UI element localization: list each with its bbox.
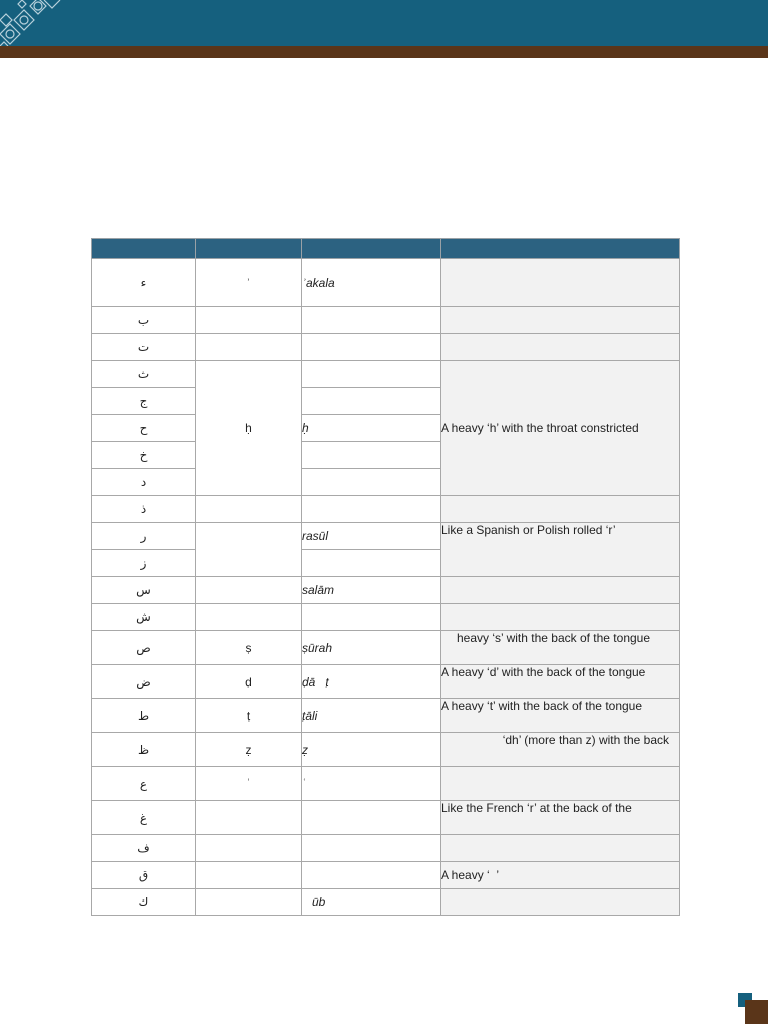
- transliteration-cell: [196, 523, 302, 577]
- letter-cell: ث: [92, 361, 196, 388]
- letter-cell: خ: [92, 442, 196, 469]
- table-row: [92, 577, 680, 604]
- example-cell: [302, 496, 441, 523]
- example-cell: ṣūrah: [302, 631, 441, 665]
- example-cell: ʿ: [302, 767, 441, 801]
- pronunciation-cell: [441, 604, 680, 631]
- pronunciation-cell: [441, 767, 680, 801]
- example-cell: ʾakala: [302, 259, 441, 307]
- example-cell: ūb: [302, 889, 441, 916]
- example-cell: [302, 835, 441, 862]
- table-row: [92, 801, 680, 835]
- header-letter: [92, 239, 196, 259]
- example-cell: [302, 550, 441, 577]
- letter-cell: ص: [92, 631, 196, 665]
- table-row: [92, 523, 680, 550]
- letter-cell: ء: [92, 259, 196, 307]
- example-cell: [302, 334, 441, 361]
- pronunciation-cell: A heavy ‘t’ with the back of the tongue: [441, 699, 680, 733]
- letter-cell: ب: [92, 307, 196, 334]
- example-cell: ḥ: [302, 415, 441, 442]
- example-cell: [302, 442, 441, 469]
- letter-cell: غ: [92, 801, 196, 835]
- letter-cell: ك: [92, 889, 196, 916]
- example-cell: [302, 604, 441, 631]
- transliteration-cell: [196, 801, 302, 835]
- transliteration-cell: [196, 577, 302, 604]
- letter-cell: ج: [92, 388, 196, 415]
- header-pronunciation: [441, 239, 680, 259]
- table-row: [92, 259, 680, 307]
- pronunciation-cell: Like a Spanish or Polish rolled ‘r’: [441, 523, 680, 577]
- pronunciation-cell: heavy ‘s’ with the back of the tongue: [441, 631, 680, 665]
- table-row: [92, 604, 680, 631]
- transliteration-cell: ṭ: [196, 699, 302, 733]
- transliteration-table: [91, 238, 680, 916]
- example-cell: [302, 307, 441, 334]
- example-cell: [302, 388, 441, 415]
- example-cell: [302, 862, 441, 889]
- table-row: [92, 496, 680, 523]
- pronunciation-cell: A heavy ‘ ’: [441, 862, 680, 889]
- transliteration-cell: [196, 307, 302, 334]
- transliteration-cell: ḍ: [196, 665, 302, 699]
- pronunciation-cell: [441, 835, 680, 862]
- pronunciation-cell: Like the French ‘r’ at the back of the: [441, 801, 680, 835]
- transliteration-cell: [196, 889, 302, 916]
- letter-cell: س: [92, 577, 196, 604]
- letter-cell: ق: [92, 862, 196, 889]
- letter-cell: ض: [92, 665, 196, 699]
- letter-cell: ت: [92, 334, 196, 361]
- table-row: [92, 361, 680, 388]
- letter-cell: ز: [92, 550, 196, 577]
- table-row: [92, 733, 680, 767]
- letter-cell: ح: [92, 415, 196, 442]
- transliteration-cell: ḥ: [196, 361, 302, 496]
- header-example: [302, 239, 441, 259]
- letter-cell: ذ: [92, 496, 196, 523]
- example-cell: ẓ: [302, 733, 441, 767]
- example-cell: [302, 469, 441, 496]
- letter-cell: ف: [92, 835, 196, 862]
- example-cell: rasūl: [302, 523, 441, 550]
- transliteration-cell: ẓ: [196, 733, 302, 767]
- table-row: [92, 665, 680, 699]
- table-row: [92, 862, 680, 889]
- ornament-pattern-icon: [0, 0, 80, 46]
- table-row: [92, 307, 680, 334]
- example-cell: [302, 801, 441, 835]
- example-cell: ḍā ṭ: [302, 665, 441, 699]
- letter-cell: ظ: [92, 733, 196, 767]
- example-cell: [302, 361, 441, 388]
- pronunciation-cell: A heavy ‘h’ with the throat constricted: [441, 361, 680, 496]
- transliteration-cell: [196, 604, 302, 631]
- footer-square-brown: [745, 1000, 768, 1024]
- table-row: [92, 631, 680, 665]
- letter-cell: ع: [92, 767, 196, 801]
- example-cell: salām: [302, 577, 441, 604]
- letter-cell: د: [92, 469, 196, 496]
- letter-cell: ر: [92, 523, 196, 550]
- pronunciation-cell: [441, 496, 680, 523]
- letter-cell: ط: [92, 699, 196, 733]
- pronunciation-cell: [441, 577, 680, 604]
- header-transliteration: [196, 239, 302, 259]
- pronunciation-cell: [441, 334, 680, 361]
- table-row: [92, 767, 680, 801]
- transliteration-cell: [196, 496, 302, 523]
- transliteration-cell: [196, 334, 302, 361]
- pronunciation-cell: [441, 889, 680, 916]
- letter-cell: ش: [92, 604, 196, 631]
- pronunciation-cell: ‘dh’ (more than z) with the back: [441, 733, 680, 767]
- example-cell: ṭāli: [302, 699, 441, 733]
- table-row: [92, 334, 680, 361]
- table-row: [92, 889, 680, 916]
- transliteration-cell: [196, 835, 302, 862]
- pronunciation-cell: [441, 307, 680, 334]
- table-header-row: [92, 239, 680, 259]
- pronunciation-cell: [441, 259, 680, 307]
- header-rule: [0, 46, 768, 58]
- pronunciation-cell: A heavy ‘d’ with the back of the tongue: [441, 665, 680, 699]
- transliteration-cell: [196, 862, 302, 889]
- table-row: [92, 699, 680, 733]
- transliteration-cell: ʿ: [196, 767, 302, 801]
- transliteration-cell: ṣ: [196, 631, 302, 665]
- transliteration-cell: ʾ: [196, 259, 302, 307]
- header-banner: [0, 0, 768, 46]
- table-row: [92, 835, 680, 862]
